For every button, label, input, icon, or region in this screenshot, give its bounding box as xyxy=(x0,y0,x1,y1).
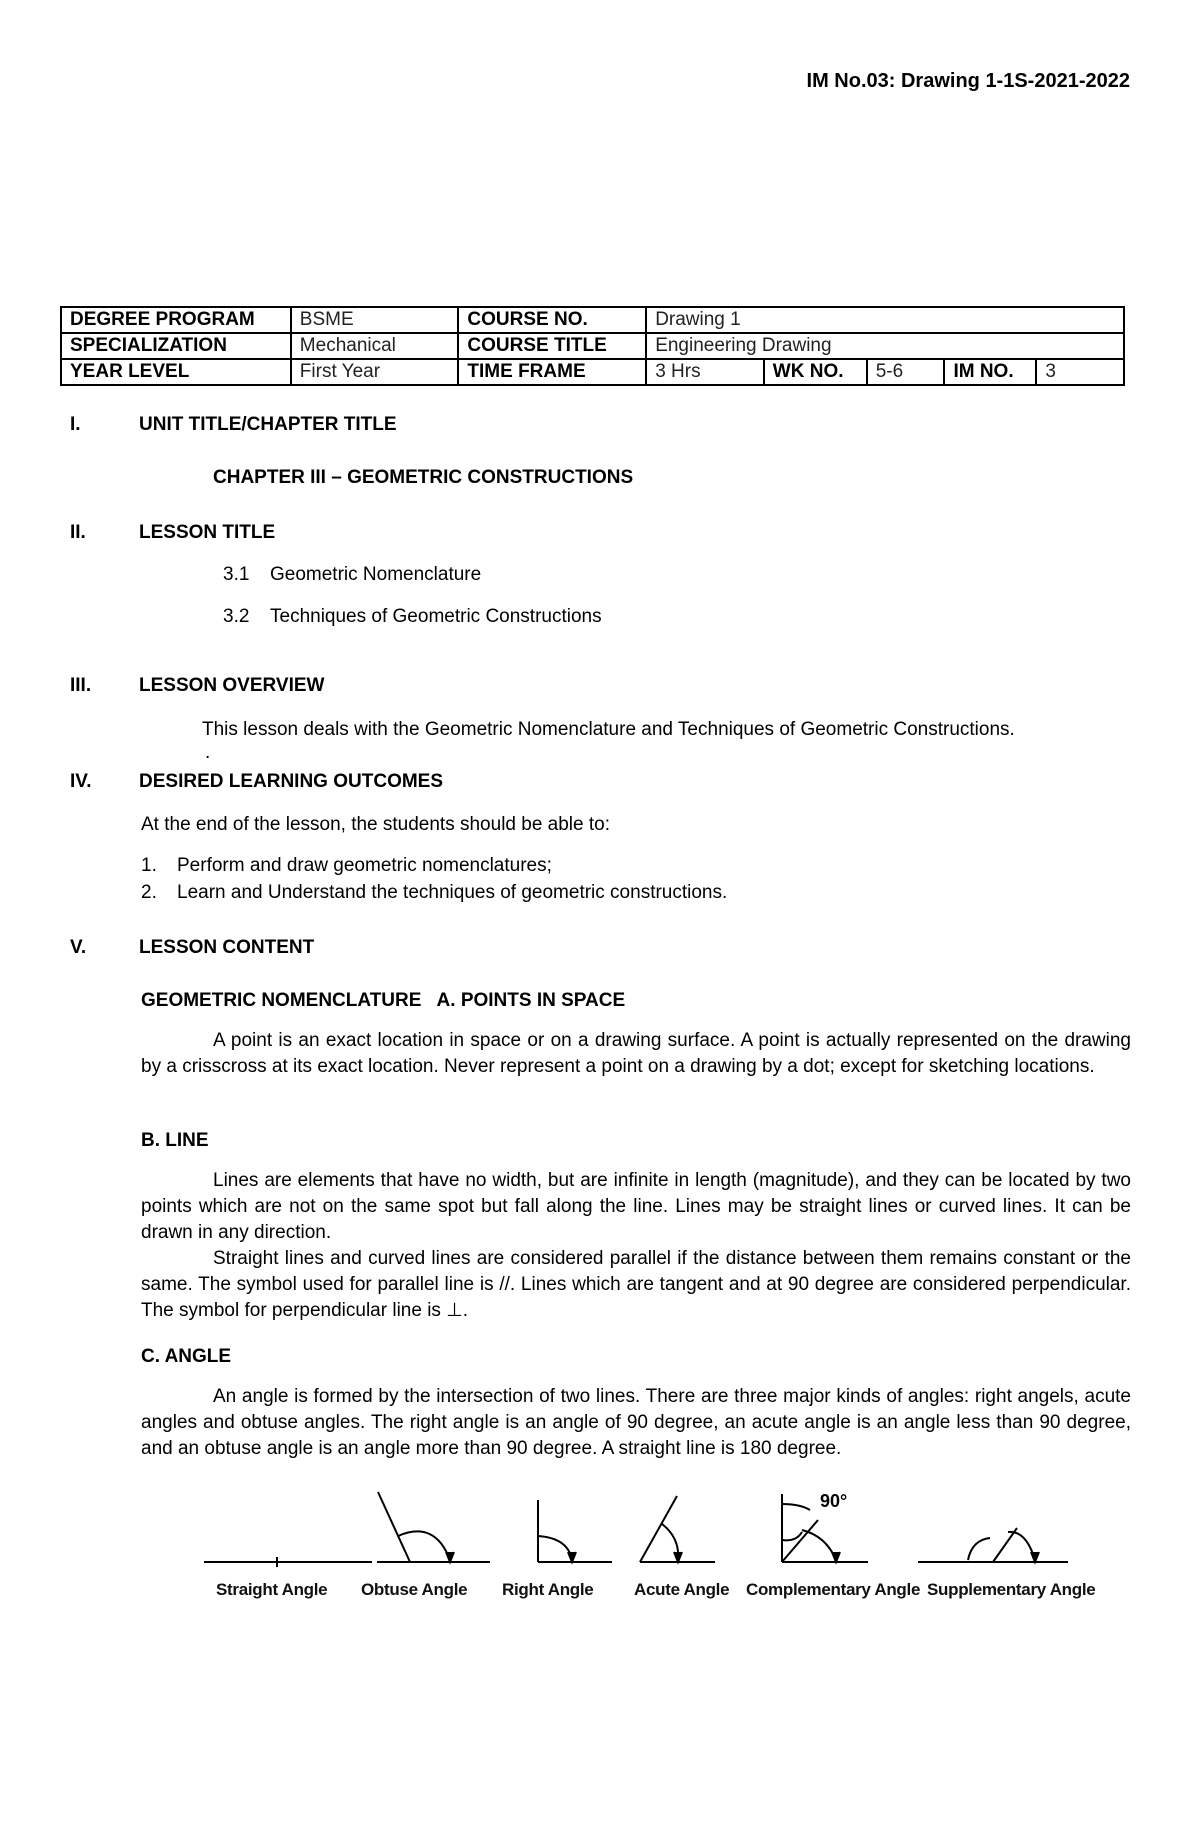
obtuse-angle-label: Obtuse Angle xyxy=(361,1580,468,1599)
lesson-1-title: Geometric Nomenclature xyxy=(270,564,482,585)
section-1-number: I. xyxy=(70,414,81,435)
outcomes-intro: At the end of the lesson, the students should be able to: xyxy=(141,814,610,835)
course-info-table xyxy=(60,306,1125,386)
outcome-1-number: 1. xyxy=(141,855,157,876)
im-no-label: IM NO. xyxy=(944,359,1036,385)
supplementary-angle-diagram xyxy=(918,1528,1068,1562)
heading-angle: C. ANGLE xyxy=(141,1346,232,1367)
year-level-value: First Year xyxy=(291,359,459,385)
outcome-2-number: 2. xyxy=(141,882,157,903)
course-no-label: COURSE NO. xyxy=(458,307,646,333)
section-2-number: II. xyxy=(70,522,86,543)
line-text-1: Lines are elements that have no width, but are infinite in length (magnitude), and they can be located by two points which are not on the same spot but fall along the line. Lines may be straight lines or curved lines. It can be drawn in any direction. xyxy=(141,1170,1131,1243)
straight-angle-diagram xyxy=(204,1557,372,1567)
angle-paragraph xyxy=(141,1384,1131,1462)
section-1-title: UNIT TITLE/CHAPTER TITLE xyxy=(139,414,397,435)
lesson-2-number: 3.2 xyxy=(223,606,250,627)
angle-text: An angle is formed by the intersection of two lines. There are three major kinds of angles: right angels, acute angles and obtuse angles. The right angle is an angle of 90 degree, an acute angle is an angle less than 90 degree, and an obtuse angle is an angle more than 90 degree. A straight line is 180 degree. xyxy=(141,1386,1131,1459)
heading-points-in-space: GEOMETRIC NOMENCLATURE A. POINTS IN SPACE xyxy=(141,990,626,1011)
heading-line: B. LINE xyxy=(141,1130,209,1151)
section-3-number: III. xyxy=(70,675,92,696)
degree-program-label: DEGREE PROGRAM xyxy=(61,307,291,333)
im-no-value: 3 xyxy=(1036,359,1124,385)
overview-text: This lesson deals with the Geometric Nomenclature and Techniques of Geometric Constructions. xyxy=(202,719,1015,740)
course-title-value: Engineering Drawing xyxy=(646,333,1124,359)
straight-angle-label: Straight Angle xyxy=(216,1580,328,1599)
right-angle-label: Right Angle xyxy=(502,1580,594,1599)
outcome-2-text: Learn and Understand the techniques of geometric constructions. xyxy=(177,882,728,903)
supplementary-angle-label: Supplementary Angle xyxy=(927,1580,1096,1599)
line-paragraph xyxy=(141,1168,1131,1324)
section-4-number: IV. xyxy=(70,771,92,792)
angle-types-figure xyxy=(200,1480,1100,1610)
course-no-value: Drawing 1 xyxy=(646,307,1124,333)
wk-no-value: 5-6 xyxy=(867,359,945,385)
acute-angle-label: Acute Angle xyxy=(634,1580,730,1599)
chapter-title: CHAPTER III – GEOMETRIC CONSTRUCTIONS xyxy=(213,467,634,488)
time-frame-value: 3 Hrs xyxy=(646,359,764,385)
year-level-label: YEAR LEVEL xyxy=(61,359,291,385)
angle-diagrams xyxy=(200,1480,1100,1580)
outcome-1-text: Perform and draw geometric nomenclatures; xyxy=(177,855,552,876)
table-row xyxy=(61,333,1124,359)
table-row xyxy=(61,307,1124,333)
overview-dot: . xyxy=(205,742,211,763)
section-5-title: LESSON CONTENT xyxy=(139,937,315,958)
specialization-value: Mechanical xyxy=(291,333,459,359)
wk-no-label: WK NO. xyxy=(764,359,867,385)
ninety-degree-label: 90° xyxy=(820,1491,848,1511)
points-text: A point is an exact location in space or on a drawing surface. A point is actually represented on the drawing by a crisscross at its exact location. Never represent a point on a drawing by a dot; except for sketching locations. xyxy=(141,1030,1131,1077)
document-reference: IM No.03: Drawing 1-1S-2021-2022 xyxy=(806,70,1130,92)
time-frame-label: TIME FRAME xyxy=(458,359,646,385)
specialization-label: SPECIALIZATION xyxy=(61,333,291,359)
complementary-angle-label: Complementary Angle xyxy=(746,1580,921,1599)
table-row xyxy=(61,359,1124,385)
section-4-title: DESIRED LEARNING OUTCOMES xyxy=(139,771,444,792)
acute-angle-diagram xyxy=(640,1496,715,1562)
points-paragraph xyxy=(141,1028,1131,1080)
degree-program-value: BSME xyxy=(291,307,459,333)
course-title-label: COURSE TITLE xyxy=(458,333,646,359)
lesson-2-title: Techniques of Geometric Constructions xyxy=(270,606,602,627)
line-text-2: Straight lines and curved lines are considered parallel if the distance between them remains constant or the same. The symbol used for parallel line is //. Lines which are tangent and at 90 degree are considered perpendicular. The symbol for perpendicular line is ⊥. xyxy=(141,1248,1131,1321)
right-angle-diagram xyxy=(538,1500,612,1562)
obtuse-angle-diagram xyxy=(377,1492,490,1562)
section-5-number: V. xyxy=(70,937,87,958)
section-2-title: LESSON TITLE xyxy=(139,522,276,543)
lesson-1-number: 3.1 xyxy=(223,564,250,585)
section-3-title: LESSON OVERVIEW xyxy=(139,675,325,696)
